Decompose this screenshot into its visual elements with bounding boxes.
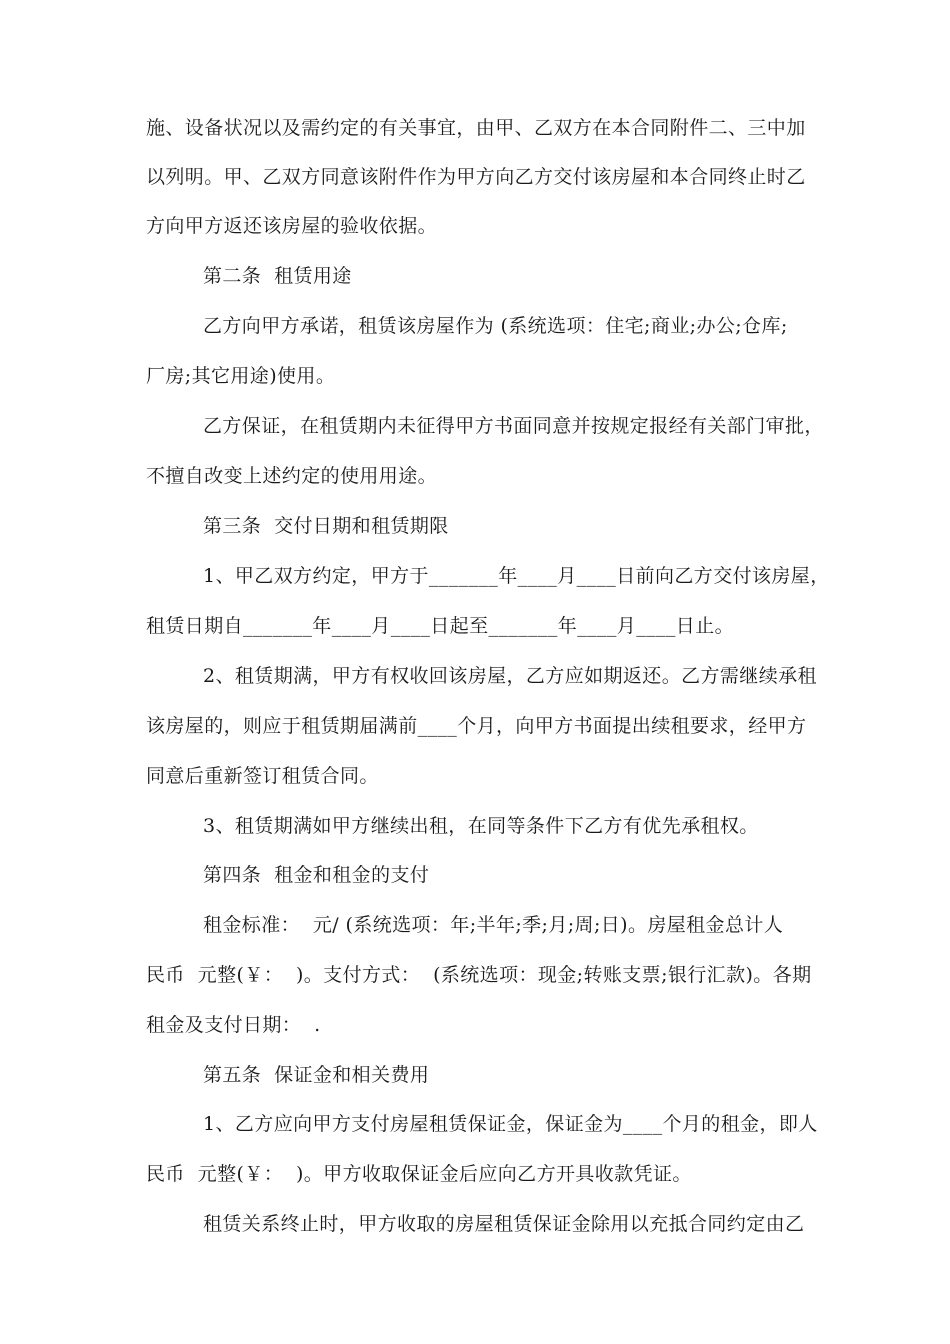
- paragraph-line: 民币 元整(￥： )。甲方收取保证金后应向乙方开具收款凭证。: [146, 1163, 692, 1185]
- article-heading: 第五条 保证金和相关费用: [203, 1064, 430, 1086]
- paragraph-line: 乙方保证，在租赁期内未征得甲方书面同意并按规定报经有关部门审批，: [203, 415, 824, 437]
- article-heading: 第二条 租赁用途: [203, 265, 352, 287]
- paragraph-line: 方向甲方返还该房屋的验收依据。: [146, 215, 438, 237]
- paragraph-line: 租赁关系终止时，甲方收取的房屋租赁保证金除用以充抵合同约定由乙: [203, 1213, 805, 1235]
- paragraph-line: 不擅自改变上述约定的使用用途。: [146, 465, 438, 487]
- paragraph-line: 租金及支付日期： .: [146, 1014, 321, 1036]
- article-heading: 第三条 交付日期和租赁期限: [203, 515, 449, 537]
- paragraph-line: 该房屋的，则应于租赁期届满前____个月，向甲方书面提出续租要求，经甲方: [146, 715, 807, 737]
- article-heading: 第四条 租金和租金的支付: [203, 864, 430, 886]
- paragraph-line: 民币 元整(￥： )。支付方式： (系统选项：现金;转账支票;银行汇款)。各期: [146, 964, 812, 986]
- paragraph-line: 租赁日期自_______年____月____日起至_______年____月____日止。: [146, 615, 735, 637]
- paragraph-line: 以列明。甲、乙双方同意该附件作为甲方向乙方交付该房屋和本合同终止时乙: [146, 166, 806, 188]
- paragraph-line: 厂房;其它用途)使用。: [146, 365, 336, 387]
- paragraph-line: 施、设备状况以及需约定的有关事宜，由甲、乙双方在本合同附件二、三中加: [146, 117, 806, 139]
- paragraph-line: 1、乙方应向甲方支付房屋租赁保证金，保证金为____个月的租金，即人: [203, 1113, 818, 1135]
- paragraph-line: 乙方向甲方承诺，租赁该房屋作为 (系统选项：住宅;商业;办公;仓库;: [203, 315, 788, 337]
- paragraph-line: 1、甲乙双方约定，甲方于_______年____月____日前向乙方交付该房屋，: [203, 565, 830, 587]
- paragraph-line: 3、租赁期满如甲方继续出租，在同等条件下乙方有优先承租权。: [203, 815, 759, 837]
- paragraph-line: 同意后重新签订租赁合同。: [146, 765, 379, 787]
- paragraph-line: 2、租赁期满，甲方有权收回该房屋，乙方应如期返还。乙方需继续承租: [203, 665, 817, 687]
- paragraph-line: 租金标准： 元/ (系统选项：年;半年;季;月;周;日)。房屋租金总计人: [203, 914, 784, 936]
